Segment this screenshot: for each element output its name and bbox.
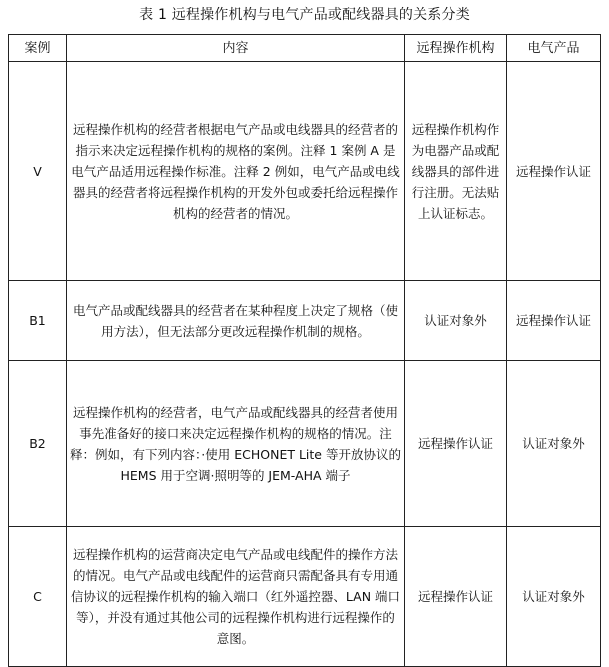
header-content: 内容 [67,35,405,62]
case-cell: B2 [9,361,67,527]
relation-table [8,34,601,667]
table-row [9,527,601,667]
header-remote-mechanism: 远程操作机构 [405,35,507,62]
table-caption: 表 1 远程操作机构与电气产品或配线器具的关系分类 [139,7,470,23]
case-cell: C [9,527,67,667]
mechanism-cell: 认证对象外 [405,281,507,361]
content-cell: 远程操作机构的经营者，电气产品或配线器具的经营者使用事先准备好的接口来决定远程操作机构的规格的情况。注释：例如，有下列内容：·使用 ECHONET Lite 等开放协议的 HEMS 用于空调·照明等的 JEM-AHA 端子 [67,361,405,527]
mechanism-cell: 远程操作认证 [405,361,507,527]
product-cell: 远程操作认证 [507,62,601,281]
mechanism-cell: 远程操作机构作为电器产品或配线器具的部件进行注册。无法贴上认证标志。 [405,62,507,281]
product-cell: 认证对象外 [507,527,601,667]
content-cell: 远程操作机构的经营者根据电气产品或电线器具的经营者的指示来决定远程操作机构的规格的案例。注释 1 案例 A 是电气产品适用远程操作标准。注释 2 例如，电气产品或电线器具的经营者将远程操作机构的开发外包或委托给远程操作机构的经营者的情况。 [67,62,405,281]
table-row [9,281,601,361]
header-case: 案例 [9,35,67,62]
content-cell: 电气产品或配线器具的经营者在某种程度上决定了规格（使用方法），但无法部分更改远程操作机制的规格。 [67,281,405,361]
case-cell: B1 [9,281,67,361]
header-electrical-product: 电气产品 [507,35,601,62]
mechanism-cell: 远程操作认证 [405,527,507,667]
table-header-row [9,35,601,62]
product-cell: 远程操作认证 [507,281,601,361]
table-row [9,62,601,281]
case-cell: V [9,62,67,281]
table-row [9,361,601,527]
product-cell: 认证对象外 [507,361,601,527]
content-cell: 远程操作机构的运营商决定电气产品或电线配件的操作方法的情况。电气产品或电线配件的运营商只需配备具有专用通信协议的远程操作机构的输入端口（红外遥控器、LAN 端口等），并没有通过其他公司的远程操作机构进行远程操作的意图。 [67,527,405,667]
